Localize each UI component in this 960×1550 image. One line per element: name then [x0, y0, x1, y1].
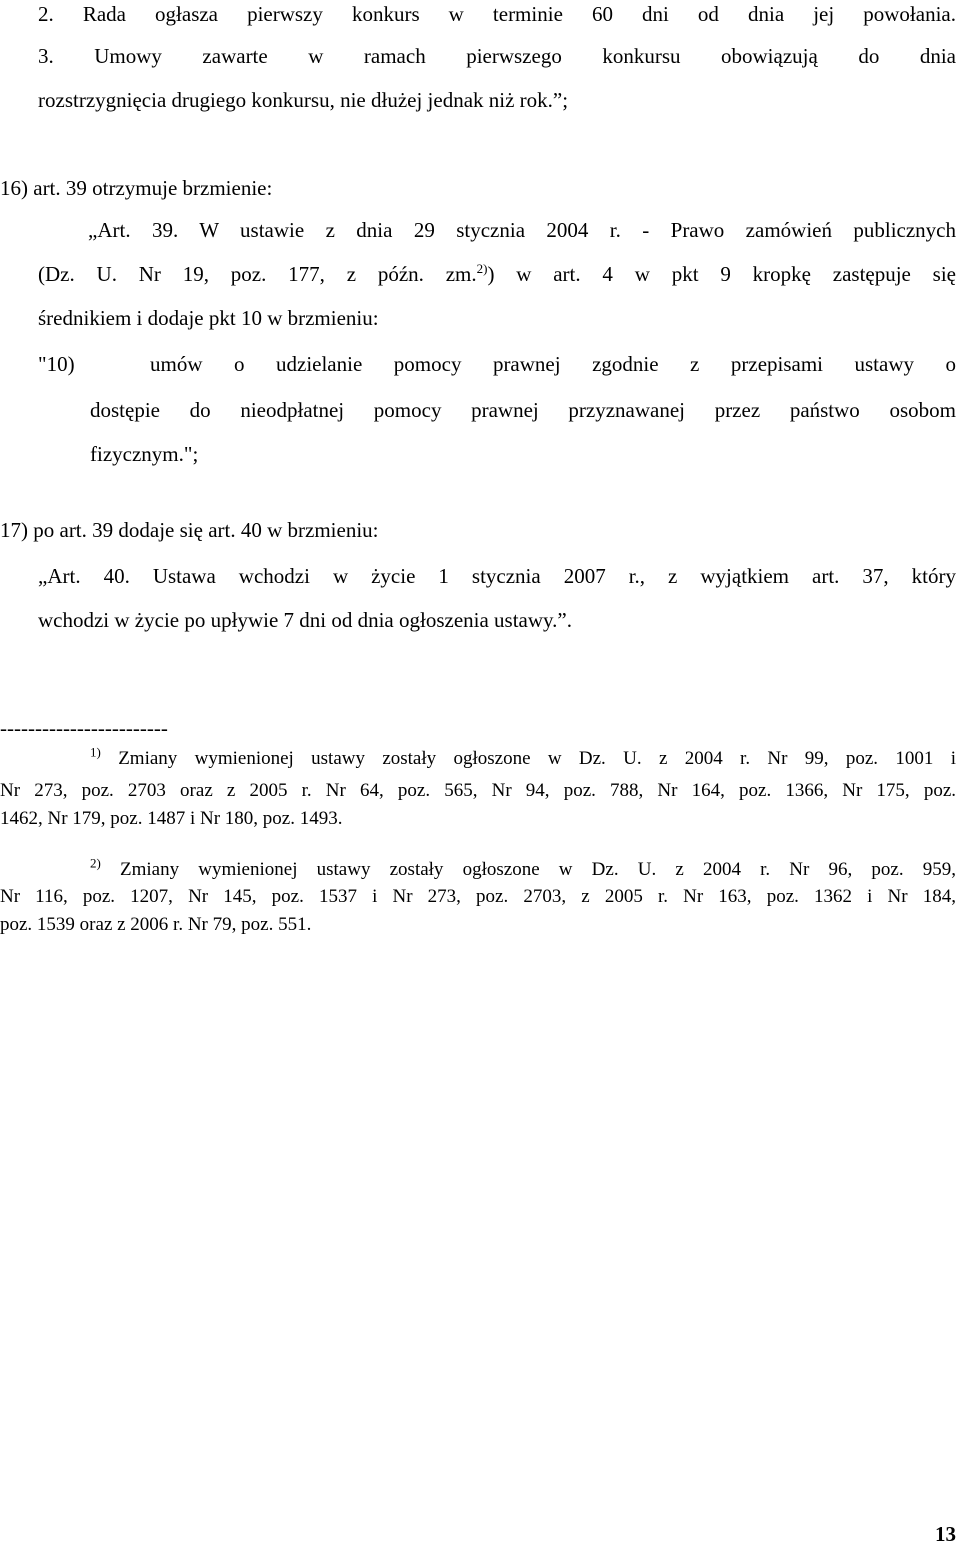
- article-39-citation: (Dz. U. Nr 19, poz. 177, z późn. zm.: [38, 262, 477, 286]
- footnote-2-line-2: Nr 116, poz. 1207, Nr 145, poz. 1537 i Nr 273, poz. 2703, z 2005 r. Nr 163, poz. 1362 i Nr 184,: [0, 886, 956, 907]
- footnote-reference-2: 2): [476, 261, 488, 276]
- paragraph-item-16: 16) art. 39 otrzymuje brzmienie:: [0, 176, 273, 200]
- footnote-1-line-1: [90, 744, 956, 770]
- article-40-line-1: „Art. 40. Ustawa wchodzi w życie 1 stycznia 2007 r., z wyjątkiem art. 37, który: [38, 564, 956, 588]
- point-10-label: "10): [38, 352, 75, 376]
- paragraph-item-2: 2. Rada ogłasza pierwszy konkurs w terminie 60 dni od dnia jej powołania.: [38, 2, 956, 26]
- article-39-line-2: [38, 262, 956, 286]
- point-10-line-1: umów o udzielanie pomocy prawnej zgodnie z przepisami ustawy o: [150, 352, 956, 376]
- paragraph-item-17: 17) po art. 39 dodaje się art. 40 w brzmieniu:: [0, 518, 379, 542]
- footnote-2-line-3: poz. 1539 oraz z 2006 r. Nr 79, poz. 551.: [0, 914, 312, 935]
- page-number: 13: [935, 1522, 956, 1546]
- footnote-1-line-2: Nr 273, poz. 2703 oraz z 2005 r. Nr 64, poz. 565, Nr 94, poz. 788, Nr 164, poz. 1366, Nr 175, poz.: [0, 780, 956, 801]
- point-10-line-2: dostępie do nieodpłatnej pomocy prawnej przyznawanej przez państwo osobom: [90, 398, 956, 422]
- paragraph-item-3-line-2: rozstrzygnięcia drugiego konkursu, nie dłużej jednak niż rok.”;: [38, 88, 569, 112]
- footnote-2-text: Zmiany wymienionej ustawy zostały ogłoszone w Dz. U. z 2004 r. Nr 96, poz. 959,: [120, 859, 957, 880]
- footnote-1-line-3: 1462, Nr 179, poz. 1487 i Nr 180, poz. 1493.: [0, 808, 343, 829]
- footnote-separator: ------------------------: [0, 716, 168, 740]
- point-10-line-3: fizycznym.";: [90, 442, 199, 466]
- footnote-2-marker: 2): [90, 855, 101, 871]
- article-39-line-3: średnikiem i dodaje pkt 10 w brzmieniu:: [38, 306, 379, 330]
- paragraph-item-3-line-1: 3. Umowy zawarte w ramach pierwszego konkursu obowiązują do dnia: [38, 44, 956, 68]
- article-39-line-2-rest: ) w art. 4 w pkt 9 kropkę zastępuje się: [487, 262, 957, 286]
- footnote-1-marker: 1): [90, 744, 101, 760]
- article-40-line-2: wchodzi w życie po upływie 7 dni od dnia ogłoszenia ustawy.”.: [38, 608, 573, 632]
- footnote-1-text: Zmiany wymienionej ustawy zostały ogłoszone w Dz. U. z 2004 r. Nr 99, poz. 1001 i: [118, 748, 956, 769]
- footnote-2-line-1: [90, 855, 957, 881]
- article-39-line-1: „Art. 39. W ustawie z dnia 29 stycznia 2004 r. - Prawo zamówień publicznych: [88, 218, 956, 242]
